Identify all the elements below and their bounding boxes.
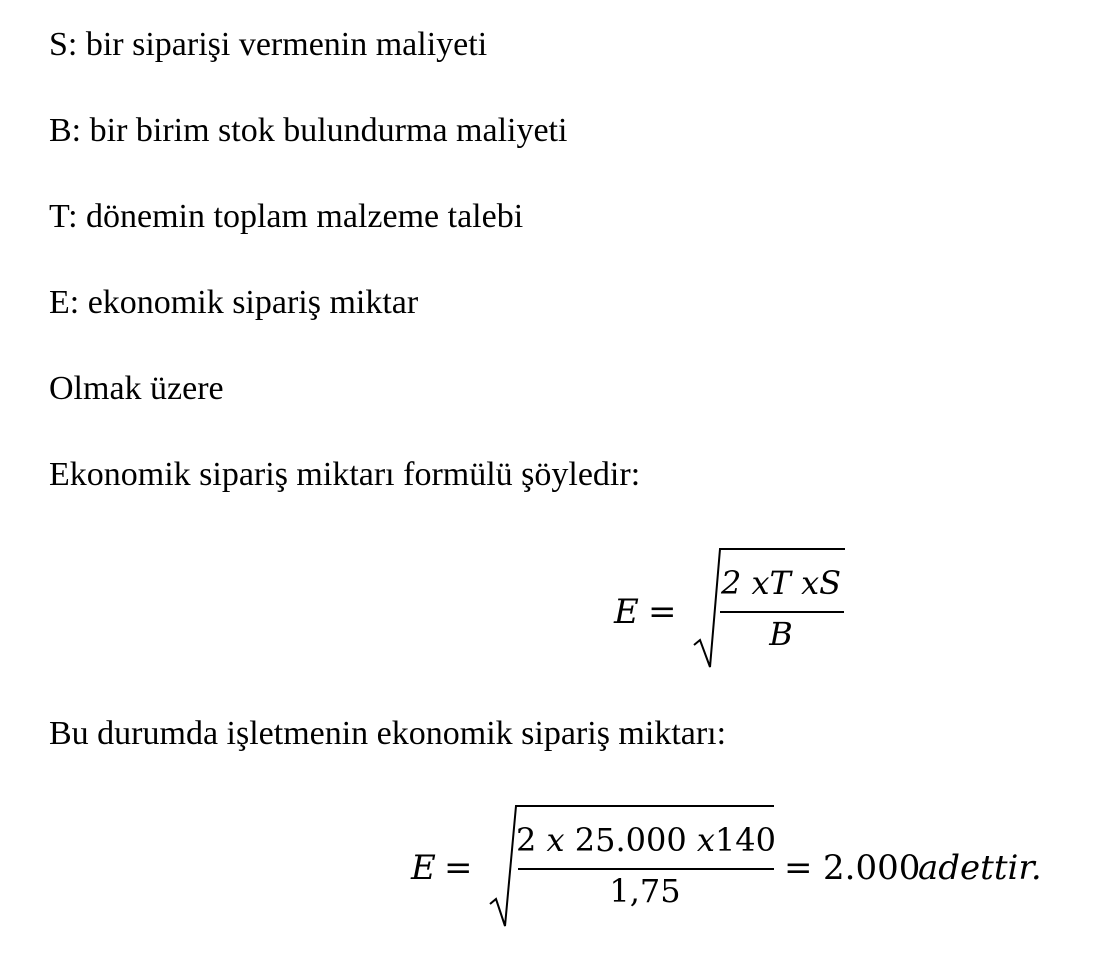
definition-e: E: ekonomik sipariş miktar bbox=[49, 284, 419, 321]
calc-numerator-text: 2 x 25.000 x140 bbox=[516, 821, 777, 859]
calc-result-value: 2.000 bbox=[823, 848, 921, 888]
formula-lhs: E bbox=[614, 592, 639, 632]
formula-fraction-bar bbox=[720, 611, 844, 613]
formula-denominator: B bbox=[769, 615, 793, 653]
olmak-uzere-text: Olmak üzere bbox=[49, 370, 224, 407]
calc-denominator: 1,75 bbox=[609, 872, 681, 910]
calc-fraction-bar bbox=[518, 868, 774, 870]
formula-intro-text: Ekonomik sipariş miktarı formülü şöyledir: bbox=[49, 456, 641, 493]
calc-result-equals: = bbox=[784, 848, 813, 888]
calc-equals: = bbox=[444, 848, 473, 888]
result-intro-text: Bu durumda işletmenin ekonomik sipariş miktarı: bbox=[49, 715, 727, 752]
calc-numerator bbox=[516, 820, 777, 860]
definition-s: S: bir siparişi vermenin maliyeti bbox=[49, 26, 488, 63]
calc-lhs: E bbox=[411, 848, 436, 888]
calc-result-unit: adettir. bbox=[918, 848, 1042, 888]
definition-b: B: bir birim stok bulundurma maliyeti bbox=[49, 112, 568, 149]
formula-equals: = bbox=[648, 592, 677, 632]
definition-t: T: dönemin toplam malzeme talebi bbox=[49, 198, 524, 235]
formula-numerator: 2 xT xS bbox=[720, 564, 842, 602]
